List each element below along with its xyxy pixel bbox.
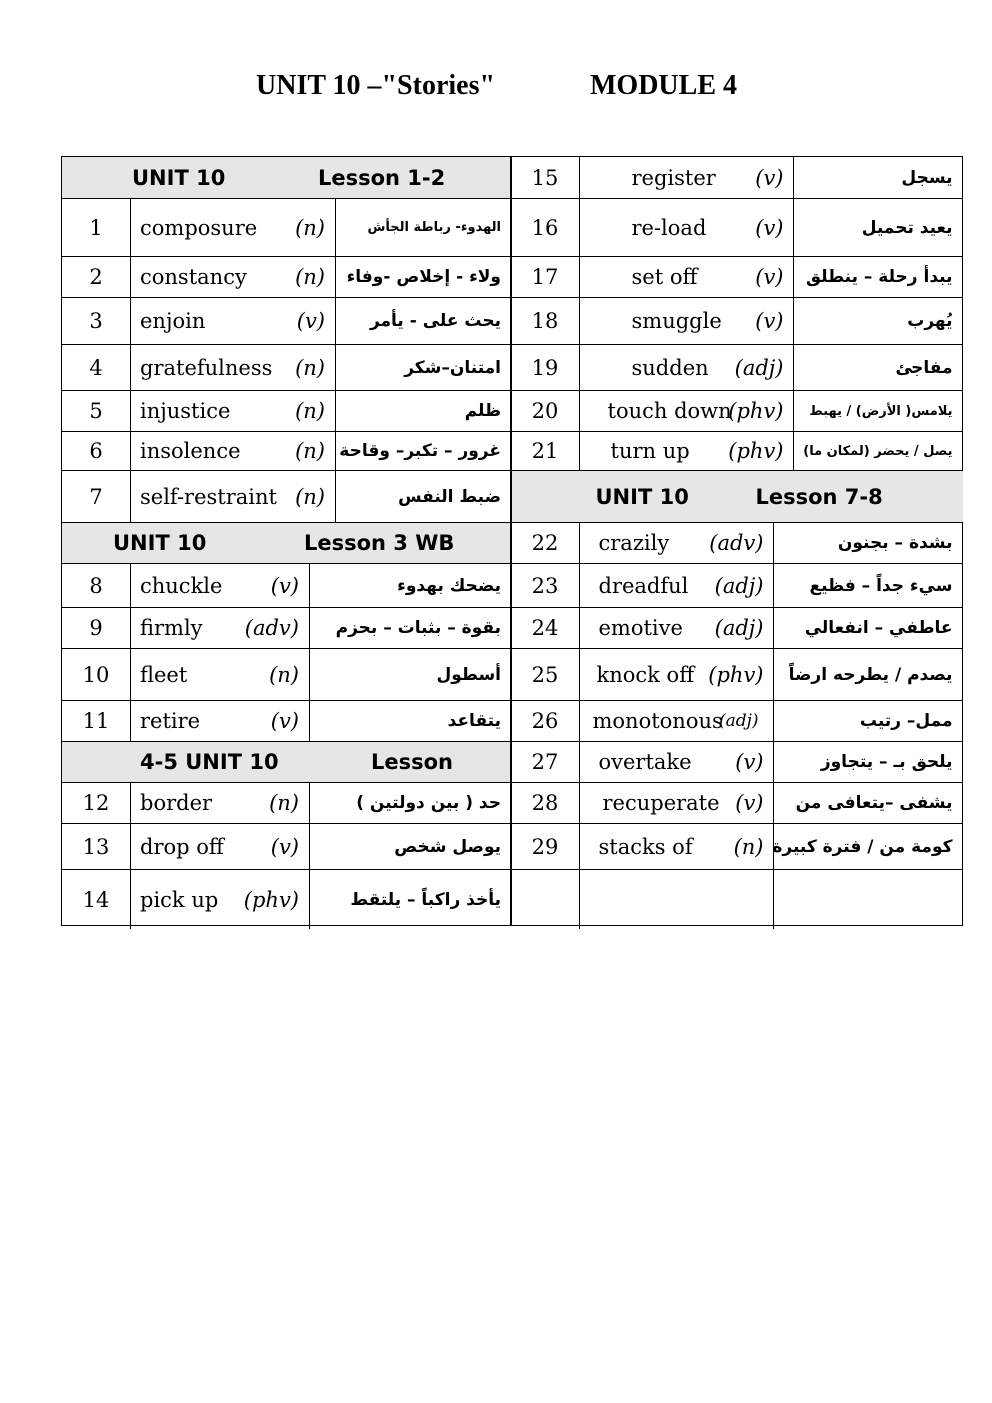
arabic-meaning: يشفى –يتعافى من <box>795 793 953 813</box>
part-of-speech: (v) <box>735 750 764 774</box>
english-word <box>580 157 794 198</box>
part-of-speech: (v) <box>755 265 784 289</box>
arabic-meaning: يبدأ رحلة – ينطلق <box>805 267 953 287</box>
row-number: 23 <box>512 564 580 607</box>
table-row <box>512 345 963 391</box>
part-of-speech: (phv) <box>243 887 299 912</box>
row-number: 9 <box>62 608 131 648</box>
row-number: 20 <box>512 391 580 431</box>
section-lesson: Lesson 3 WB <box>304 531 455 555</box>
arabic-meaning: يلامس( الأرض) / يهبط <box>809 403 953 419</box>
word-text: crazily <box>598 531 670 555</box>
word-text: self-restraint <box>140 484 277 509</box>
part-of-speech: (adj) <box>734 355 784 380</box>
arabic-meaning: يضحك بهدوء <box>397 575 501 596</box>
row-number: 17 <box>512 257 580 297</box>
arabic-meaning: بشدة – بجنون <box>837 533 953 553</box>
section-header <box>512 471 963 523</box>
table-row <box>62 391 511 432</box>
english-word <box>131 649 310 700</box>
table-row <box>512 783 963 824</box>
english-word <box>580 391 794 431</box>
part-of-speech: (phv) <box>728 399 784 423</box>
table-row <box>512 608 963 649</box>
part-of-speech: (adv) <box>244 616 299 640</box>
arabic-meaning: سيء جداً – فظيع <box>809 575 953 596</box>
table-row <box>512 391 963 432</box>
english-word <box>131 564 310 607</box>
arabic-meaning: ولاء - إخلاص -وفاء <box>346 267 501 287</box>
english-word <box>131 432 336 470</box>
section-lesson: Lesson 7-8 <box>755 484 883 509</box>
table-row <box>62 649 511 701</box>
row-number: 7 <box>62 471 131 522</box>
row-number: 10 <box>62 649 131 700</box>
row-number: 14 <box>62 870 131 929</box>
row-number: 19 <box>512 345 580 390</box>
row-number: 13 <box>62 824 131 869</box>
section-unit: UNIT 10 <box>132 165 226 190</box>
arabic-meaning: يأخذ راكباً – يلتقط <box>350 889 501 910</box>
part-of-speech: (v) <box>755 165 784 190</box>
row-number: 4 <box>62 345 131 390</box>
arabic-meaning: يصدم / يطرحه ارضاً <box>788 664 953 685</box>
arabic-meaning: يعيد تحميل <box>861 217 953 238</box>
table-row <box>512 824 963 870</box>
english-word <box>580 345 794 390</box>
section-lesson: Lesson 1-2 <box>318 165 446 190</box>
word-text: knock off <box>596 662 695 687</box>
row-number: 12 <box>62 783 131 823</box>
table-row <box>62 432 511 471</box>
word-text: drop off <box>140 834 224 859</box>
table-row <box>512 298 963 345</box>
table-row <box>62 298 511 345</box>
arabic-meaning: يوصل شخص <box>394 836 501 857</box>
english-word <box>580 649 774 700</box>
word-text: recuperate <box>602 791 720 815</box>
part-of-speech: (v) <box>296 309 325 333</box>
part-of-speech: (n) <box>295 215 325 240</box>
table-row <box>512 199 963 257</box>
table-row <box>512 157 963 199</box>
english-word <box>131 783 310 823</box>
empty-cell <box>512 870 580 929</box>
english-word <box>131 345 336 390</box>
word-text: set off <box>631 265 698 289</box>
empty-cell <box>580 870 774 929</box>
word-text: overtake <box>598 750 692 774</box>
arabic-meaning: يُهرب <box>907 311 953 331</box>
row-number: 21 <box>512 432 580 470</box>
table-row <box>512 649 963 701</box>
part-of-speech: (phv) <box>728 439 784 463</box>
word-text: injustice <box>140 399 231 423</box>
arabic-meaning: الهدوء- رباطة الجأش <box>367 220 501 235</box>
english-word <box>131 870 310 929</box>
section-header <box>62 742 511 783</box>
english-word <box>131 199 336 256</box>
table-row <box>62 199 511 257</box>
arabic-meaning: عاطفي – انفعالي <box>804 618 953 638</box>
arabic-meaning: ظلم <box>464 401 501 421</box>
part-of-speech: (n) <box>295 484 325 509</box>
page-header <box>0 70 992 106</box>
table-row <box>62 824 511 870</box>
right-column-group <box>512 157 963 925</box>
table-row <box>62 870 511 929</box>
word-text: dreadful <box>598 573 689 598</box>
arabic-meaning: كومة من / فترة كبيرة <box>772 836 953 857</box>
table-row <box>512 523 963 564</box>
table-row <box>512 742 963 783</box>
table-row <box>62 783 511 824</box>
row-number: 29 <box>512 824 580 869</box>
row-number: 22 <box>512 523 580 563</box>
english-word <box>131 257 336 297</box>
word-text: sudden <box>631 355 709 380</box>
english-word <box>131 471 336 522</box>
table-row <box>62 471 511 523</box>
row-number: 25 <box>512 649 580 700</box>
arabic-meaning: يتقاعد <box>447 711 501 731</box>
table-row <box>62 345 511 391</box>
english-word <box>580 824 774 869</box>
arabic-meaning: يصل / يحضر (لمكان ما) <box>803 443 953 459</box>
section-header <box>62 523 511 564</box>
english-word <box>580 298 794 344</box>
row-number: 16 <box>512 199 580 256</box>
word-text: gratefulness <box>140 355 273 380</box>
section-unit: UNIT 10 <box>113 531 207 555</box>
row-number: 2 <box>62 257 131 297</box>
word-text: border <box>140 791 213 815</box>
arabic-meaning: ممل– رتيب <box>859 711 953 731</box>
english-word <box>131 701 310 741</box>
word-text: constancy <box>140 265 247 289</box>
part-of-speech: (v) <box>270 834 299 859</box>
english-word <box>580 523 774 563</box>
word-text: turn up <box>610 439 690 463</box>
part-of-speech: (n) <box>295 355 325 380</box>
english-word <box>131 824 310 869</box>
row-number: 3 <box>62 298 131 344</box>
part-of-speech: (n) <box>733 834 764 859</box>
module-title: MODULE 4 <box>590 70 737 101</box>
word-text: stacks of <box>598 834 693 859</box>
english-word <box>580 432 794 470</box>
arabic-meaning: يلحق بـ – يتجاوز <box>820 752 953 772</box>
arabic-meaning: بقوة – بثبات – بحزم <box>335 618 501 638</box>
word-text: fleet <box>140 662 188 687</box>
part-of-speech: (n) <box>295 439 325 463</box>
table-row <box>62 608 511 649</box>
arabic-meaning: يسجل <box>901 167 953 188</box>
arabic-meaning: غرور – تكبر– وقاحة <box>339 441 501 461</box>
english-word <box>580 564 774 607</box>
english-word <box>580 701 774 741</box>
row-number: 28 <box>512 783 580 823</box>
part-of-speech: (v) <box>755 309 784 333</box>
row-number: 6 <box>62 432 131 470</box>
english-word <box>131 608 310 648</box>
row-number: 18 <box>512 298 580 344</box>
word-text: touch down <box>607 399 732 423</box>
row-number: 27 <box>512 742 580 782</box>
part-of-speech: (n) <box>269 662 299 687</box>
row-number: 26 <box>512 701 580 741</box>
row-number: 8 <box>62 564 131 607</box>
arabic-meaning: يحث على - يأمر <box>369 311 501 331</box>
word-text: firmly <box>140 616 203 640</box>
part-of-speech: (n) <box>269 791 299 815</box>
word-text: monotonous <box>592 709 723 733</box>
table-row <box>62 701 511 742</box>
section-unit: 4-5 UNIT 10 <box>140 750 279 774</box>
vocabulary-table <box>61 156 963 926</box>
part-of-speech: (n) <box>295 399 325 423</box>
part-of-speech: (phv) <box>708 662 764 687</box>
row-number: 1 <box>62 199 131 256</box>
arabic-meaning: امتنان–شكر <box>404 357 501 378</box>
section-unit: UNIT 10 <box>595 484 689 509</box>
part-of-speech: (adv) <box>709 531 764 555</box>
row-number: 15 <box>512 157 580 198</box>
part-of-speech: (adj) <box>714 573 764 598</box>
english-word <box>580 742 774 782</box>
section-header <box>62 157 511 199</box>
left-column-group <box>62 157 511 925</box>
section-lesson: Lesson <box>371 750 454 774</box>
english-word <box>580 199 794 256</box>
english-word <box>131 391 336 431</box>
row-number: 11 <box>62 701 131 741</box>
table-row <box>512 257 963 298</box>
word-text: retire <box>140 709 201 733</box>
part-of-speech: (v) <box>735 791 764 815</box>
arabic-meaning: أسطول <box>436 664 501 685</box>
arabic-meaning: حد ( بين دولتين ) <box>356 793 501 813</box>
english-word <box>580 608 774 648</box>
word-text: chuckle <box>140 573 223 598</box>
word-text: pick up <box>140 887 219 912</box>
word-text: register <box>631 165 716 190</box>
part-of-speech: (adj) <box>714 616 764 640</box>
part-of-speech: (n) <box>295 265 325 289</box>
empty-row <box>512 870 963 929</box>
word-text: composure <box>140 215 258 240</box>
word-text: re-load <box>631 215 707 240</box>
table-row <box>512 564 963 608</box>
part-of-speech: (v) <box>755 215 784 240</box>
english-word <box>131 298 336 344</box>
table-row <box>62 564 511 608</box>
arabic-meaning: ضبط النفس <box>398 486 501 507</box>
word-text: smuggle <box>631 309 722 333</box>
part-of-speech: (v) <box>270 573 299 598</box>
unit-title: UNIT 10 –"Stories" <box>256 70 496 101</box>
row-number: 24 <box>512 608 580 648</box>
arabic-meaning: مفاجئ <box>895 357 953 378</box>
word-text: enjoin <box>140 309 206 333</box>
english-word <box>580 783 774 823</box>
row-number: 5 <box>62 391 131 431</box>
word-text: emotive <box>598 616 683 640</box>
table-row <box>512 432 963 471</box>
word-text: insolence <box>140 439 241 463</box>
part-of-speech: (adj) <box>718 711 759 731</box>
part-of-speech: (v) <box>270 709 299 733</box>
table-row <box>512 701 963 742</box>
english-word <box>580 257 794 297</box>
table-row <box>62 257 511 298</box>
